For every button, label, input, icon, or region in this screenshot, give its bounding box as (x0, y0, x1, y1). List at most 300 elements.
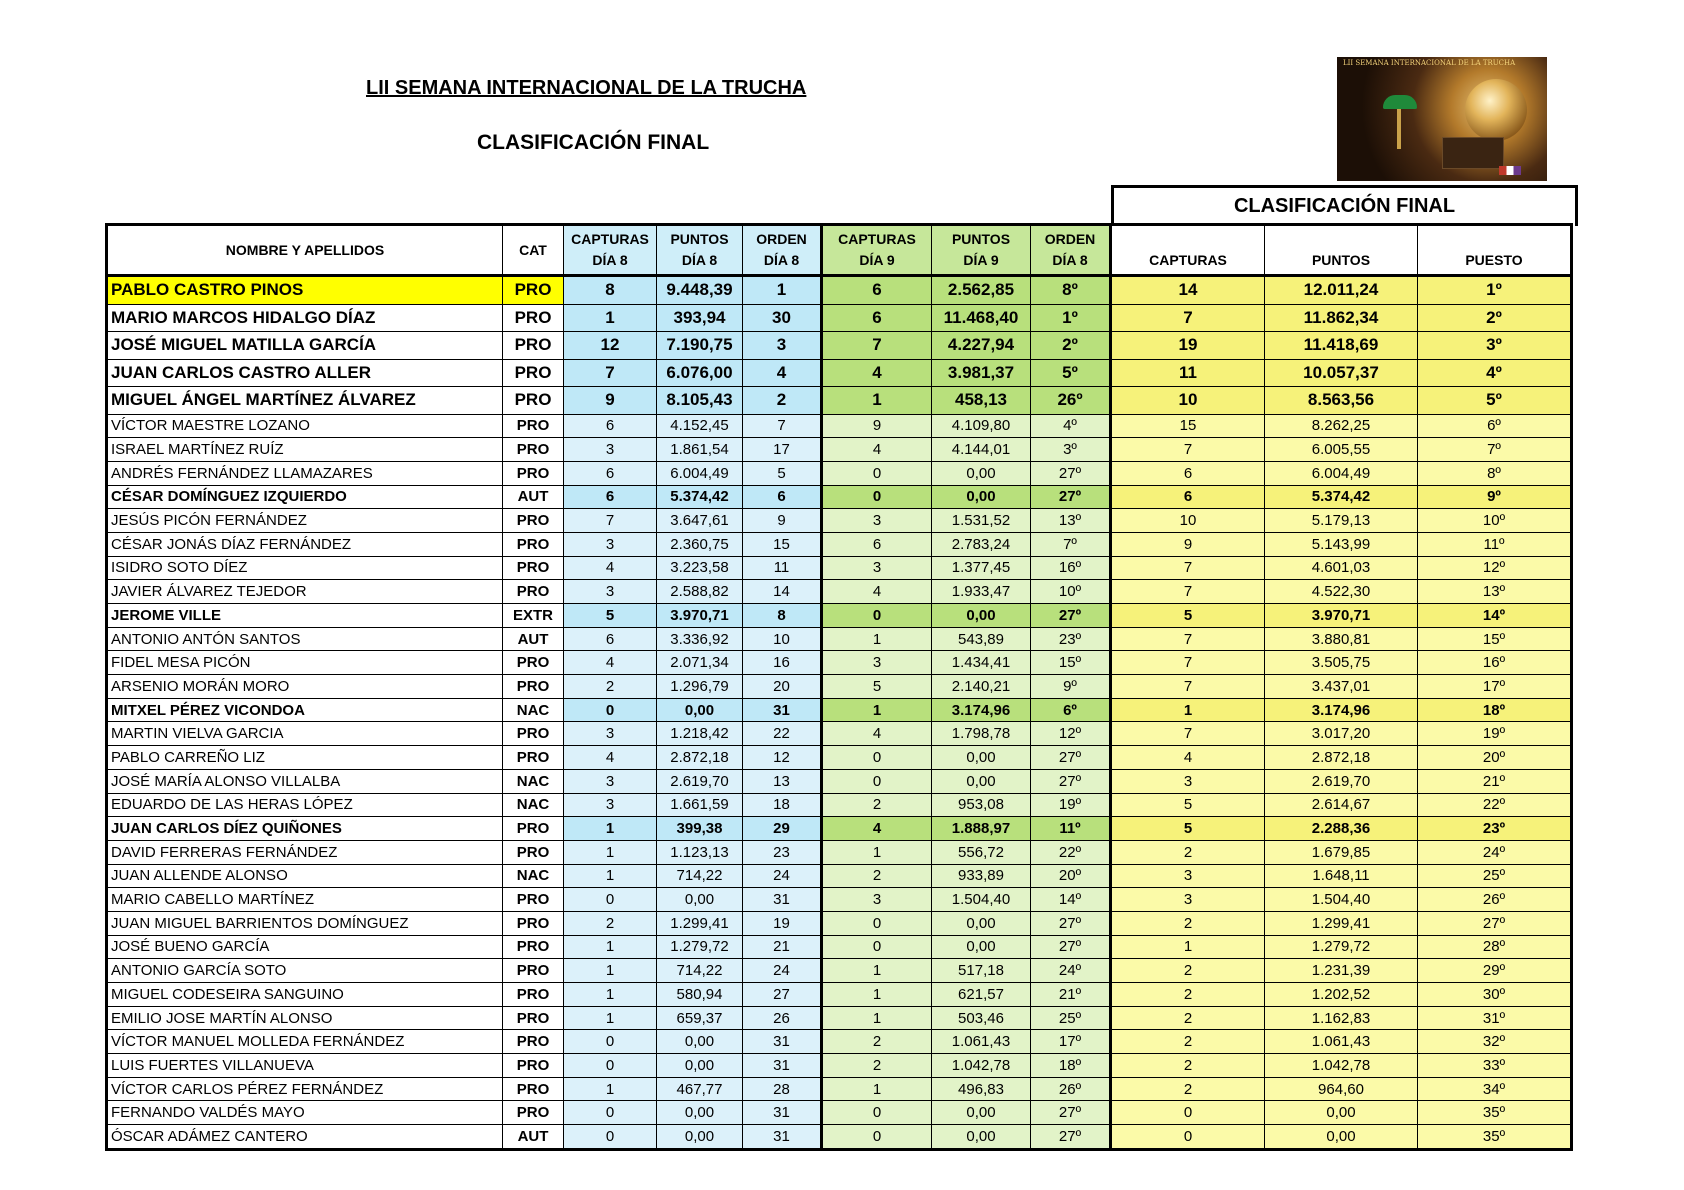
cell-captures-day9: 1 (822, 627, 932, 651)
cell-captures-day9: 0 (822, 935, 932, 959)
cell-total-points: 1.299,41 (1265, 911, 1418, 935)
col-name-header: NOMBRE Y APELLIDOS (107, 225, 503, 276)
cell-points-day8: 1.296,79 (657, 675, 743, 699)
cell-order-day8: 23 (743, 840, 822, 864)
cell-total-points: 2.619,70 (1265, 769, 1418, 793)
cell-cat: AUT (503, 1125, 564, 1150)
cell-points-day9: 1.933,47 (932, 580, 1031, 604)
cell-points-day8: 9.448,39 (657, 276, 743, 305)
cell-total-captures: 10 (1111, 387, 1265, 415)
cell-captures-day8: 3 (564, 722, 657, 746)
cell-total-points: 5.179,13 (1265, 509, 1418, 533)
cell-cat: PRO (503, 461, 564, 485)
cell-captures-day9: 4 (822, 359, 932, 387)
cell-points-day9: 621,57 (932, 983, 1031, 1007)
cell-total-points: 3.970,71 (1265, 604, 1418, 628)
cell-order-day9: 3º (1031, 438, 1111, 462)
cell-captures-day9: 0 (822, 461, 932, 485)
cell-captures-day8: 0 (564, 1030, 657, 1054)
cell-position: 19º (1418, 722, 1572, 746)
cell-order-day8: 22 (743, 722, 822, 746)
cell-points-day9: 2.562,85 (932, 276, 1031, 305)
page-title: LII SEMANA INTERNACIONAL DE LA TRUCHA (366, 77, 807, 99)
cell-order-day8: 16 (743, 651, 822, 675)
lamp-stem (1397, 109, 1401, 149)
table-row (107, 556, 1572, 580)
cell-points-day9: 1.377,45 (932, 556, 1031, 580)
cell-total-points: 11.418,69 (1265, 332, 1418, 360)
cell-total-points: 1.061,43 (1265, 1030, 1418, 1054)
cell-captures-day9: 4 (822, 722, 932, 746)
cell-points-day9: 1.061,43 (932, 1030, 1031, 1054)
cell-total-captures: 7 (1111, 651, 1265, 675)
cell-total-points: 1.231,39 (1265, 959, 1418, 983)
cell-total-captures: 0 (1111, 1101, 1265, 1125)
cell-cat: NAC (503, 769, 564, 793)
cell-order-day9: 13º (1031, 509, 1111, 533)
cell-captures-day8: 6 (564, 485, 657, 509)
cell-points-day8: 2.360,75 (657, 532, 743, 556)
table-header-row (107, 225, 1572, 276)
col-order-day8-header: ORDEN DÍA 8 (743, 225, 822, 276)
cell-points-day9: 0,00 (932, 1125, 1031, 1150)
cell-captures-day9: 3 (822, 509, 932, 533)
cell-captures-day9: 1 (822, 959, 932, 983)
cell-cat: EXTR (503, 604, 564, 628)
cell-order-day8: 9 (743, 509, 822, 533)
cell-captures-day9: 4 (822, 438, 932, 462)
cell-order-day8: 24 (743, 864, 822, 888)
cell-total-captures: 7 (1111, 438, 1265, 462)
cell-order-day9: 27º (1031, 604, 1111, 628)
cell-captures-day8: 9 (564, 387, 657, 415)
cell-total-points: 6.004,49 (1265, 461, 1418, 485)
cell-order-day8: 5 (743, 461, 822, 485)
table-row (107, 675, 1572, 699)
cell-cat: PRO (503, 580, 564, 604)
globe-icon (1465, 79, 1527, 141)
cell-name: MIGUEL CODESEIRA SANGUINO (107, 983, 503, 1007)
cell-order-day9: 9º (1031, 675, 1111, 699)
cell-points-day9: 0,00 (932, 485, 1031, 509)
cell-cat: PRO (503, 532, 564, 556)
table-row (107, 485, 1572, 509)
cell-points-day8: 0,00 (657, 1101, 743, 1125)
cell-order-day9: 7º (1031, 532, 1111, 556)
cell-points-day9: 4.227,94 (932, 332, 1031, 360)
cell-total-captures: 19 (1111, 332, 1265, 360)
cell-name: PABLO CARREÑO LIZ (107, 746, 503, 770)
cell-name: MARIO CABELLO MARTÍNEZ (107, 888, 503, 912)
cell-total-captures: 2 (1111, 983, 1265, 1007)
cell-position: 27º (1418, 911, 1572, 935)
cell-order-day9: 6º (1031, 698, 1111, 722)
cell-total-captures: 7 (1111, 675, 1265, 699)
cell-total-captures: 7 (1111, 580, 1265, 604)
cell-position: 20º (1418, 746, 1572, 770)
final-classification-header: CLASIFICACIÓN FINAL (1111, 185, 1578, 226)
col-order-day9-header: ORDEN DÍA 8 (1031, 225, 1111, 276)
cell-captures-day8: 3 (564, 580, 657, 604)
cell-cat: PRO (503, 722, 564, 746)
cell-position: 21º (1418, 769, 1572, 793)
cell-points-day8: 2.588,82 (657, 580, 743, 604)
cell-points-day9: 0,00 (932, 1101, 1031, 1125)
cell-captures-day9: 0 (822, 911, 932, 935)
cell-position: 18º (1418, 698, 1572, 722)
cell-points-day9: 0,00 (932, 746, 1031, 770)
cell-captures-day9: 1 (822, 1077, 932, 1101)
cell-position: 4º (1418, 359, 1572, 387)
cell-position: 17º (1418, 675, 1572, 699)
cell-captures-day8: 12 (564, 332, 657, 360)
table-row (107, 627, 1572, 651)
cell-points-day9: 1.042,78 (932, 1054, 1031, 1078)
cell-total-captures: 6 (1111, 485, 1265, 509)
col-captures-day8-header: CAPTURAS DÍA 8 (564, 225, 657, 276)
cell-order-day8: 17 (743, 438, 822, 462)
cell-cat: PRO (503, 304, 564, 332)
cell-total-captures: 2 (1111, 1077, 1265, 1101)
results-body (107, 276, 1572, 1150)
cell-total-points: 1.162,83 (1265, 1006, 1418, 1030)
cell-points-day9: 0,00 (932, 604, 1031, 628)
cell-points-day8: 7.190,75 (657, 332, 743, 360)
cell-points-day9: 556,72 (932, 840, 1031, 864)
cell-points-day8: 6.004,49 (657, 461, 743, 485)
cell-cat: NAC (503, 698, 564, 722)
cell-captures-day9: 0 (822, 1125, 932, 1150)
cell-points-day9: 1.434,41 (932, 651, 1031, 675)
cell-total-captures: 6 (1111, 461, 1265, 485)
cell-order-day9: 19º (1031, 793, 1111, 817)
cell-captures-day9: 3 (822, 651, 932, 675)
cell-order-day9: 27º (1031, 911, 1111, 935)
cell-cat: PRO (503, 746, 564, 770)
cell-cat: PRO (503, 509, 564, 533)
cell-cat: PRO (503, 935, 564, 959)
event-poster-image (1337, 57, 1547, 181)
cell-captures-day9: 2 (822, 1030, 932, 1054)
lamp-icon (1383, 95, 1417, 109)
cell-cat: PRO (503, 675, 564, 699)
cell-captures-day9: 0 (822, 746, 932, 770)
cell-total-points: 0,00 (1265, 1125, 1418, 1150)
cell-captures-day8: 0 (564, 888, 657, 912)
table-row (107, 1101, 1572, 1125)
cell-captures-day9: 3 (822, 556, 932, 580)
cell-captures-day9: 6 (822, 276, 932, 305)
cell-points-day8: 5.374,42 (657, 485, 743, 509)
cell-name: JOSÉ BUENO GARCÍA (107, 935, 503, 959)
table-row (107, 746, 1572, 770)
cell-order-day8: 12 (743, 746, 822, 770)
cell-captures-day9: 6 (822, 304, 932, 332)
cell-points-day8: 399,38 (657, 817, 743, 841)
cell-order-day9: 5º (1031, 359, 1111, 387)
cell-points-day8: 0,00 (657, 888, 743, 912)
cell-total-captures: 7 (1111, 722, 1265, 746)
cell-order-day9: 10º (1031, 580, 1111, 604)
cell-points-day9: 953,08 (932, 793, 1031, 817)
cell-name: CÉSAR DOMÍNGUEZ IZQUIERDO (107, 485, 503, 509)
cell-cat: PRO (503, 414, 564, 438)
cell-points-day9: 3.981,37 (932, 359, 1031, 387)
cell-total-captures: 2 (1111, 840, 1265, 864)
cell-order-day9: 27º (1031, 769, 1111, 793)
col-captures-day9-header: CAPTURAS DÍA 9 (822, 225, 932, 276)
cell-order-day9: 11º (1031, 817, 1111, 841)
cell-order-day8: 3 (743, 332, 822, 360)
cell-cat: PRO (503, 556, 564, 580)
cell-name: JESÚS PICÓN FERNÁNDEZ (107, 509, 503, 533)
cell-points-day9: 0,00 (932, 769, 1031, 793)
cell-name: FIDEL MESA PICÓN (107, 651, 503, 675)
cell-name: LUIS FUERTES VILLANUEVA (107, 1054, 503, 1078)
cell-captures-day9: 0 (822, 604, 932, 628)
cell-name: ANDRÉS FERNÁNDEZ LLAMAZARES (107, 461, 503, 485)
cell-position: 30º (1418, 983, 1572, 1007)
cell-cat: AUT (503, 485, 564, 509)
cell-points-day8: 467,77 (657, 1077, 743, 1101)
table-row (107, 983, 1572, 1007)
cell-position: 14º (1418, 604, 1572, 628)
cell-points-day8: 1.279,72 (657, 935, 743, 959)
cell-points-day8: 2.071,34 (657, 651, 743, 675)
cell-order-day9: 17º (1031, 1030, 1111, 1054)
cell-name: VÍCTOR MANUEL MOLLEDA FERNÁNDEZ (107, 1030, 503, 1054)
page-subtitle: CLASIFICACIÓN FINAL (477, 131, 710, 154)
cell-points-day9: 1.798,78 (932, 722, 1031, 746)
cell-order-day8: 4 (743, 359, 822, 387)
cell-position: 34º (1418, 1077, 1572, 1101)
table-row (107, 1125, 1572, 1150)
cell-points-day9: 517,18 (932, 959, 1031, 983)
cell-captures-day9: 7 (822, 332, 932, 360)
cell-cat: PRO (503, 332, 564, 360)
cell-cat: PRO (503, 959, 564, 983)
cell-name: ANTONIO GARCÍA SOTO (107, 959, 503, 983)
table-row (107, 604, 1572, 628)
cell-total-captures: 2 (1111, 959, 1265, 983)
cell-order-day9: 25º (1031, 1006, 1111, 1030)
table-row (107, 1054, 1572, 1078)
cell-total-captures: 5 (1111, 793, 1265, 817)
cell-captures-day8: 3 (564, 532, 657, 556)
cell-points-day8: 0,00 (657, 1125, 743, 1150)
cell-points-day8: 1.218,42 (657, 722, 743, 746)
cell-captures-day8: 1 (564, 840, 657, 864)
cell-order-day8: 19 (743, 911, 822, 935)
cell-order-day9: 26º (1031, 387, 1111, 415)
cell-order-day8: 18 (743, 793, 822, 817)
cell-total-captures: 1 (1111, 935, 1265, 959)
table-row (107, 1006, 1572, 1030)
cell-total-points: 3.437,01 (1265, 675, 1418, 699)
cell-captures-day8: 8 (564, 276, 657, 305)
table-row (107, 959, 1572, 983)
cell-captures-day8: 2 (564, 911, 657, 935)
table-row (107, 580, 1572, 604)
cell-captures-day8: 4 (564, 746, 657, 770)
cell-order-day8: 6 (743, 485, 822, 509)
cell-name: JOSÉ MARÍA ALONSO VILLALBA (107, 769, 503, 793)
cell-captures-day9: 2 (822, 864, 932, 888)
cell-captures-day8: 1 (564, 1006, 657, 1030)
cell-order-day8: 11 (743, 556, 822, 580)
table-row (107, 332, 1572, 360)
cell-points-day8: 714,22 (657, 864, 743, 888)
cell-points-day8: 1.661,59 (657, 793, 743, 817)
cell-captures-day9: 4 (822, 817, 932, 841)
cell-position: 8º (1418, 461, 1572, 485)
cell-name: DAVID FERRERAS FERNÁNDEZ (107, 840, 503, 864)
cell-captures-day8: 1 (564, 935, 657, 959)
cell-position: 22º (1418, 793, 1572, 817)
cell-order-day8: 10 (743, 627, 822, 651)
cell-total-points: 8.563,56 (1265, 387, 1418, 415)
cell-total-captures: 2 (1111, 1006, 1265, 1030)
cell-total-captures: 10 (1111, 509, 1265, 533)
cell-position: 9º (1418, 485, 1572, 509)
cell-order-day8: 20 (743, 675, 822, 699)
cell-order-day8: 31 (743, 698, 822, 722)
cell-total-points: 5.374,42 (1265, 485, 1418, 509)
cell-position: 31º (1418, 1006, 1572, 1030)
cell-order-day8: 31 (743, 1030, 822, 1054)
cell-position: 35º (1418, 1101, 1572, 1125)
cell-order-day8: 24 (743, 959, 822, 983)
col-cat-header: CAT (503, 225, 564, 276)
cell-position: 25º (1418, 864, 1572, 888)
cell-position: 6º (1418, 414, 1572, 438)
cell-cat: PRO (503, 1006, 564, 1030)
cell-cat: NAC (503, 864, 564, 888)
cell-position: 15º (1418, 627, 1572, 651)
cell-position: 5º (1418, 387, 1572, 415)
cell-name: MARIO MARCOS HIDALGO DÍAZ (107, 304, 503, 332)
table-row (107, 935, 1572, 959)
cell-cat: NAC (503, 793, 564, 817)
cell-position: 2º (1418, 304, 1572, 332)
cell-total-points: 3.505,75 (1265, 651, 1418, 675)
cell-points-day9: 0,00 (932, 911, 1031, 935)
cell-order-day8: 15 (743, 532, 822, 556)
cell-order-day8: 31 (743, 1054, 822, 1078)
cell-captures-day8: 6 (564, 627, 657, 651)
cell-name: EMILIO JOSE MARTÍN ALONSO (107, 1006, 503, 1030)
cell-cat: PRO (503, 1077, 564, 1101)
cell-points-day8: 1.123,13 (657, 840, 743, 864)
cell-captures-day8: 6 (564, 461, 657, 485)
cell-captures-day8: 6 (564, 414, 657, 438)
table-row (107, 387, 1572, 415)
cell-points-day8: 6.076,00 (657, 359, 743, 387)
cell-total-captures: 11 (1111, 359, 1265, 387)
cell-total-captures: 9 (1111, 532, 1265, 556)
cell-points-day9: 458,13 (932, 387, 1031, 415)
cell-order-day9: 21º (1031, 983, 1111, 1007)
cell-position: 12º (1418, 556, 1572, 580)
cell-position: 26º (1418, 888, 1572, 912)
cell-order-day8: 27 (743, 983, 822, 1007)
cell-captures-day9: 1 (822, 983, 932, 1007)
cell-captures-day8: 1 (564, 983, 657, 1007)
table-row (107, 1030, 1572, 1054)
cell-name: FERNANDO VALDÉS MAYO (107, 1101, 503, 1125)
cell-points-day9: 2.783,24 (932, 532, 1031, 556)
cell-points-day8: 0,00 (657, 1030, 743, 1054)
cell-order-day8: 1 (743, 276, 822, 305)
cell-total-points: 1.202,52 (1265, 983, 1418, 1007)
cell-order-day9: 4º (1031, 414, 1111, 438)
cell-points-day9: 496,83 (932, 1077, 1031, 1101)
cell-total-points: 10.057,37 (1265, 359, 1418, 387)
cell-captures-day9: 3 (822, 888, 932, 912)
cell-name: ISRAEL MARTÍNEZ RUÍZ (107, 438, 503, 462)
table-row (107, 461, 1572, 485)
cell-captures-day8: 1 (564, 864, 657, 888)
cell-order-day9: 27º (1031, 1125, 1111, 1150)
cell-points-day8: 3.336,92 (657, 627, 743, 651)
cell-points-day9: 0,00 (932, 935, 1031, 959)
cell-captures-day9: 4 (822, 580, 932, 604)
cell-total-points: 4.522,30 (1265, 580, 1418, 604)
cell-points-day9: 503,46 (932, 1006, 1031, 1030)
table-row (107, 414, 1572, 438)
cell-order-day9: 27º (1031, 746, 1111, 770)
cell-total-captures: 7 (1111, 556, 1265, 580)
cell-name: JUAN CARLOS DÍEZ QUIÑONES (107, 817, 503, 841)
cell-position: 24º (1418, 840, 1572, 864)
cell-cat: PRO (503, 651, 564, 675)
cell-total-captures: 2 (1111, 911, 1265, 935)
cell-order-day8: 31 (743, 1101, 822, 1125)
cell-order-day9: 14º (1031, 888, 1111, 912)
cell-total-captures: 3 (1111, 769, 1265, 793)
cell-name: EDUARDO DE LAS HERAS LÓPEZ (107, 793, 503, 817)
cell-total-points: 3.880,81 (1265, 627, 1418, 651)
cell-position: 7º (1418, 438, 1572, 462)
cell-captures-day9: 6 (822, 532, 932, 556)
table-row (107, 651, 1572, 675)
cell-total-captures: 5 (1111, 604, 1265, 628)
cell-points-day8: 0,00 (657, 698, 743, 722)
cell-name: MITXEL PÉREZ VICONDOA (107, 698, 503, 722)
cell-captures-day9: 0 (822, 485, 932, 509)
cell-order-day9: 12º (1031, 722, 1111, 746)
table-row (107, 532, 1572, 556)
cell-name: ISIDRO SOTO DÍEZ (107, 556, 503, 580)
cell-name: VÍCTOR MAESTRE LOZANO (107, 414, 503, 438)
cell-order-day9: 24º (1031, 959, 1111, 983)
cell-order-day9: 27º (1031, 461, 1111, 485)
cell-order-day8: 8 (743, 604, 822, 628)
cell-order-day8: 29 (743, 817, 822, 841)
cell-position: 28º (1418, 935, 1572, 959)
cell-position: 35º (1418, 1125, 1572, 1150)
cell-captures-day8: 1 (564, 304, 657, 332)
col-position-header: PUESTO (1418, 225, 1572, 276)
cell-order-day8: 14 (743, 580, 822, 604)
cell-points-day8: 3.223,58 (657, 556, 743, 580)
table-row (107, 864, 1572, 888)
table-row (107, 304, 1572, 332)
cell-captures-day8: 3 (564, 793, 657, 817)
cell-points-day8: 2.872,18 (657, 746, 743, 770)
cell-points-day8: 580,94 (657, 983, 743, 1007)
col-points-day9-header: PUNTOS DÍA 9 (932, 225, 1031, 276)
